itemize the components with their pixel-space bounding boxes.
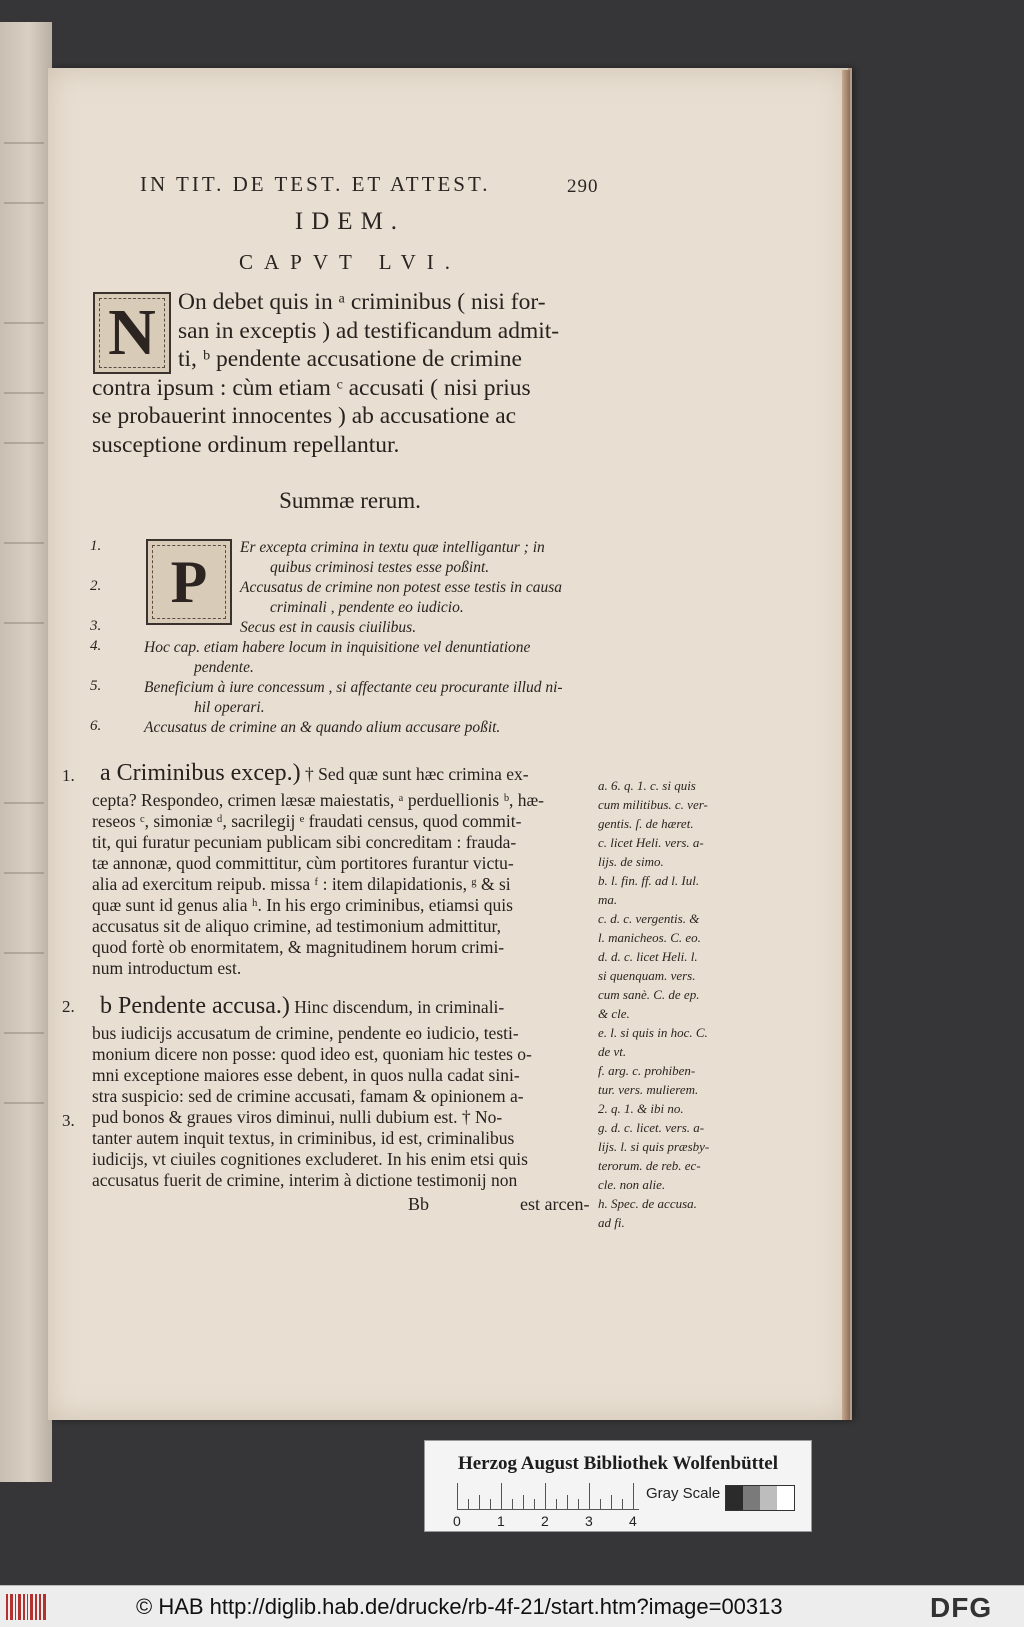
chapter-line: san in exceptis ) ad testificandum admit- (178, 317, 560, 344)
paragraph-number: 2. (62, 997, 75, 1016)
summary-line: Secus est in causis ciuilibus. (240, 619, 417, 636)
margin-note: f. arg. c. prohiben- (598, 1063, 696, 1078)
chapter-line: ti, ᵇ pendente accusatione de crimine (178, 346, 522, 372)
margin-note: e. l. si quis in hoc. C. (598, 1025, 708, 1040)
commentary-line: quæ sunt id genus alia ʰ. In his ergo criminibus, etiamsi quis (92, 895, 513, 915)
signature-mark: Bb (408, 1194, 430, 1214)
summary-line: Accusatus de crimine non potest esse testis in causa (240, 579, 563, 596)
chapter-text (92, 288, 598, 459)
margin-note: tur. vers. mulierem. (598, 1082, 699, 1097)
margin-note: terorum. de reb. ec- (598, 1158, 701, 1173)
drop-cap-initial: N (93, 292, 171, 374)
summary-drop-cap: P (146, 539, 232, 625)
margin-note: cum militibus. c. ver- (598, 797, 708, 812)
summary-number: 2. (90, 578, 102, 594)
gray-scale-swatch (725, 1485, 795, 1511)
copyright-url[interactable]: © HAB http://diglib.hab.de/drucke/rb-4f-21/start.htm?image=00313 (136, 1594, 783, 1619)
hab-logo-icon (6, 1594, 46, 1620)
summary-line: Hoc cap. etiam habere locum in inquisitione vel denuntiatione (144, 639, 531, 656)
summary-line: Beneficium à iure concessum , si affectante ceu procurante illud ni- (144, 679, 563, 696)
commentary-line: tit, qui furatur pecuniam publicam sibi concreditam : frauda- (92, 832, 517, 852)
commentary-line: mni exceptione maiores esse debent, in quos nulla cadat sini- (92, 1065, 520, 1085)
commentary-line: quod fortè ob enormitatem, & magnitudinem horum crimi- (92, 937, 505, 957)
margin-note: lijs. de simo. (598, 854, 664, 869)
ruler-number: 3 (585, 1513, 593, 1529)
gray-scale-label: Gray Scale (646, 1485, 721, 1502)
summary-line: Accusatus de crimine an & quando alium accusare poßit. (144, 719, 501, 736)
summary-heading: Summæ rerum. (279, 488, 421, 513)
commentary-line: accusatus fuerit de crimine, interim à dictione testimonij non (92, 1170, 518, 1190)
margin-note: cum sanè. C. de ep. (598, 987, 700, 1002)
commentary-line: tanter autem inquit textus, in criminibus, id est, criminalibus (92, 1128, 515, 1148)
summary-line: hil operari. (194, 699, 265, 716)
catchword: est arcen- (520, 1194, 590, 1214)
margin-note: a. 6. q. 1. c. si quis (598, 778, 696, 793)
summary-line: pendente. (194, 659, 254, 676)
library-name: Herzog August Bibliothek Wolfenbüttel (457, 1453, 779, 1474)
summary-line: quibus criminosi testes esse poßint. (270, 559, 490, 576)
margin-note: ma. (598, 892, 618, 907)
page-fore-edge (842, 70, 850, 1420)
commentary-line: tæ annonæ, quod committitur, cùm portitores furantur victu- (92, 853, 514, 873)
margin-note: g. d. c. licet. vers. a- (598, 1120, 705, 1135)
chapter-line: On debet quis in ᵃ criminibus ( nisi for- (178, 289, 546, 315)
margin-note: d. d. c. licet Heli. l. (598, 949, 698, 964)
commentary-line: accusatus sit de aliquo crimine, ad testimonium admittitur, (92, 916, 502, 936)
summary-line: criminali , pendente eo iudicio. (270, 599, 464, 616)
margin-note: & cle. (598, 1006, 630, 1021)
summary-number: 5. (90, 678, 102, 694)
summary-number: 1. (90, 538, 102, 554)
commentary-line: pud bonos & graues viros diminui, nulli dubium est. † No- (92, 1107, 503, 1127)
commentary-line: num introductum est. (92, 958, 242, 978)
ruler-number: 4 (629, 1513, 637, 1529)
margin-note: b. l. fin. ff. ad l. Iul. (598, 873, 700, 888)
viewer-footer (0, 1585, 1024, 1627)
facing-page-edge (0, 22, 52, 1482)
commentary-line-lemma-a: a Criminibus excep.) † Sed quæ sunt hæc crimina ex- (100, 760, 529, 786)
paragraph-number: 1. (62, 766, 75, 785)
ruler-number: 2 (541, 1513, 549, 1529)
summary-number: 3. (90, 618, 102, 634)
margin-note: c. licet Heli. vers. a- (598, 835, 704, 850)
chapter-line: susceptione ordinum repellantur. (92, 431, 400, 458)
chapter-number: CAPVT LVI. (238, 250, 462, 274)
paragraph-number: 3. (62, 1111, 75, 1130)
summary-number: 6. (90, 718, 102, 734)
margin-note: lijs. l. si quis præsby- (598, 1139, 710, 1154)
margin-note: 2. q. 1. & ibi no. (598, 1101, 684, 1116)
margin-note: cle. non alie. (598, 1177, 666, 1192)
ruler-number: 1 (497, 1513, 505, 1529)
lemma-a: a Criminibus excep.) (100, 760, 301, 786)
commentary-line: monium dicere non posse: quod ideo est, quoniam hic testes o- (92, 1044, 532, 1064)
summary-line: Er excepta crimina in textu quæ intelligantur ; in (240, 539, 545, 556)
scale-ruler (457, 1483, 639, 1510)
commentary-line-lemma-b: b Pendente accusa.) Hinc discendum, in criminali- (100, 993, 505, 1019)
commentary-line: stra suspicio: sed de crimine accusati, famam & opinionem a- (92, 1086, 524, 1106)
chapter-line: se probauerint innocentes ) ab accusatione ac (92, 403, 517, 429)
commentary-line: cepta? Respondeo, crimen læsæ maiestatis, ᵃ perduellionis ᵇ, hæ- (92, 790, 544, 810)
running-head: IN TIT. DE TEST. ET ATTEST. (140, 172, 491, 196)
folio-number: 290 (567, 176, 599, 197)
commentary-line: iudicijs, vt ciuiles cognitiones excluderet. In his enim etsi quis (92, 1149, 528, 1169)
commentary-line: reseos ᶜ, simoniæ ᵈ, sacrilegij ᵉ fraudati census, quod commit- (92, 811, 522, 831)
margin-note: l. manicheos. C. eo. (598, 930, 701, 945)
ruler-number: 0 (453, 1513, 461, 1529)
chapter-title: IDEM. (294, 208, 406, 235)
margin-note: gentis. ſ. de hæret. (598, 816, 694, 831)
color-calibration-card (424, 1440, 812, 1532)
margin-note: ad fi. (598, 1215, 625, 1230)
margin-note: de vt. (598, 1044, 627, 1059)
chapter-line: contra ipsum : cùm etiam ᶜ accusati ( nisi prius (92, 374, 531, 401)
dfg-logo: DFG (930, 1592, 993, 1623)
commentary-line: bus iudicijs accusatum de crimine, pendente eo iudicio, testi- (92, 1023, 519, 1043)
summary-number: 4. (90, 638, 102, 654)
commentary-line: alia ad exercitum reipub. missa ᶠ : item dilapidationis, ᵍ & si (92, 874, 511, 894)
margin-note: h. Spec. de accusa. (598, 1196, 697, 1211)
margin-note: c. d. c. vergentis. & (598, 911, 700, 926)
lemma-b: b Pendente accusa.) (100, 993, 290, 1019)
margin-note: si quenquam. vers. (598, 968, 696, 983)
